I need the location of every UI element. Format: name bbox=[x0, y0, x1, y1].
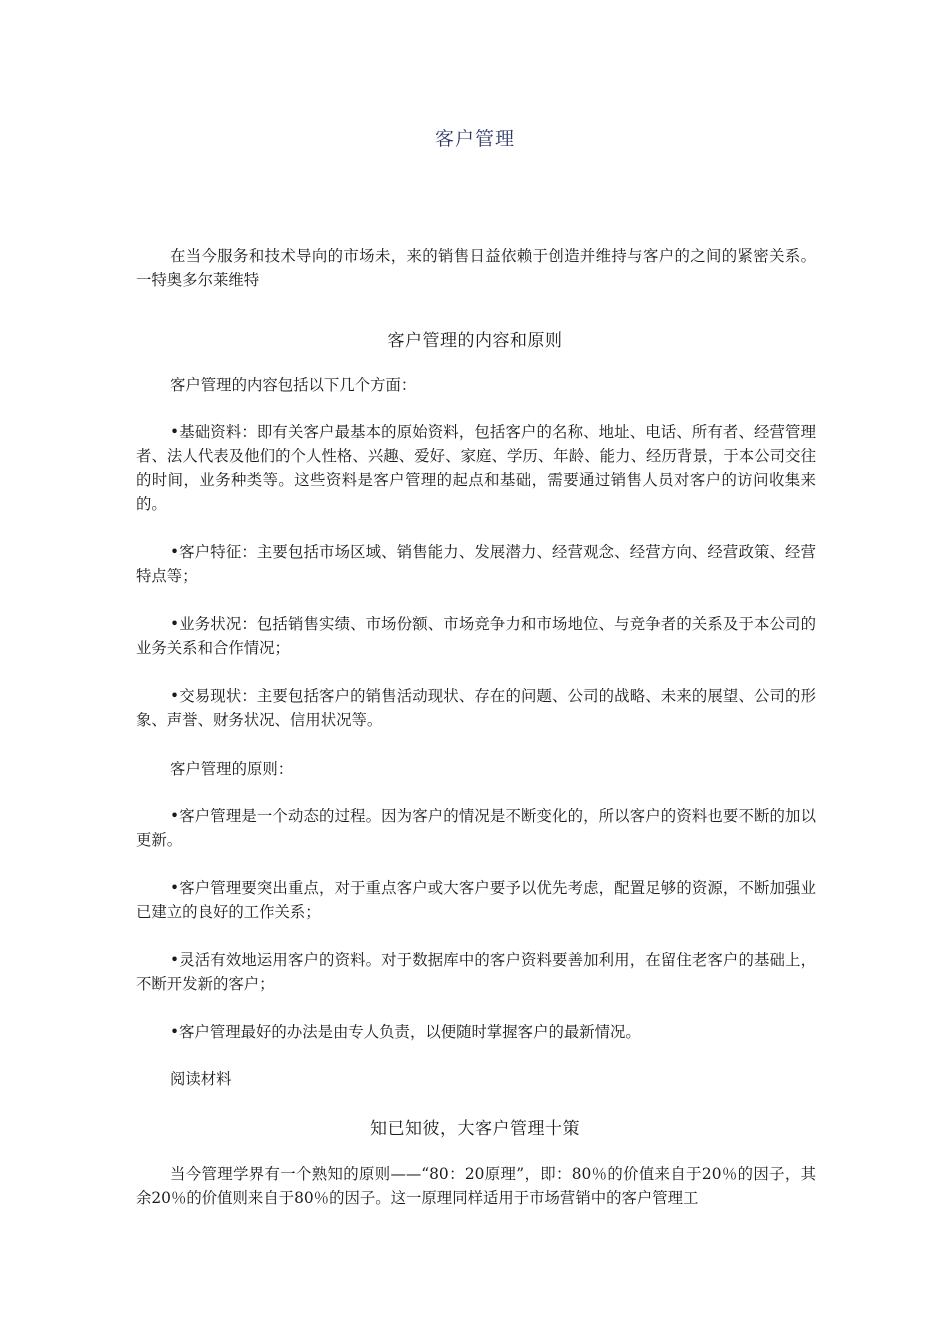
opening-quote: 在当今服务和技术导向的市场未，来的销售日益依赖于创造并维持与客户的之间的紧密关系。一特奥多尔莱维特 bbox=[136, 247, 816, 289]
principle-item-focus: •客户管理要突出重点，对于重点客户或大客户要予以优先考虑，配置足够的资源，不断加强业已建立的良好的工作关系； bbox=[136, 879, 816, 921]
closing-paragraph: 当今管理学界有一个熟知的原则——“80：20原理”，即：80％的价值来自于20％的因子，其余20％的价值则来自于80％的因子。这一原理同样适用于市场营销中的客户管理工 bbox=[136, 1165, 816, 1207]
principle-item-dedicated-person: •客户管理最好的办法是由专人负责，以便随时掌握客户的最新情况。 bbox=[170, 1023, 641, 1041]
content-item-business-status: •业务状况：包括销售实绩、市场份额、市场竞争力和市场地位、与竞争者的关系及于本公司的业务关系和合作情况； bbox=[136, 615, 816, 657]
principles-intro: 客户管理的原则： bbox=[170, 760, 294, 778]
principle-item-dynamic: •客户管理是一个动态的过程。因为客户的情况是不断变化的，所以客户的资料也要不断的加以更新。 bbox=[136, 807, 816, 849]
principle-item-flexible-use: •灵活有效地运用客户的资料。对于数据库中的客户资料要善加利用，在留住老客户的基础上，不断开发新的客户； bbox=[136, 951, 816, 993]
content-intro: 客户管理的内容包括以下几个方面： bbox=[170, 376, 417, 394]
document-title: 客户管理 bbox=[434, 128, 515, 150]
section-heading-content-principles: 客户管理的内容和原则 bbox=[387, 331, 563, 351]
content-item-basic-info: •基础资料：即有关客户最基本的原始资料，包括客户的名称、地址、电话、所有者、经营管理者、法人代表及他们的个人性格、兴趣、爱好、家庭、学历、年龄、能力、经历背景，于本公司交往的时间，业务种类等。这些资料是客户管理的起点和基础，需要通过销售人员对客户的访问收集来的。 bbox=[136, 423, 816, 513]
content-item-transaction-status: •交易现状：主要包括客户的销售活动现状、存在的问题、公司的战略、未来的展望、公司的形象、声誉、财务状况、信用状况等。 bbox=[136, 687, 816, 729]
section-heading-key-account: 知已知彼，大客户管理十策 bbox=[370, 1119, 580, 1139]
reading-material-label: 阅读材料 bbox=[170, 1070, 232, 1088]
content-item-customer-features: •客户特征：主要包括市场区域、销售能力、发展潜力、经营观念、经营方向、经营政策、经营特点等； bbox=[136, 543, 816, 585]
